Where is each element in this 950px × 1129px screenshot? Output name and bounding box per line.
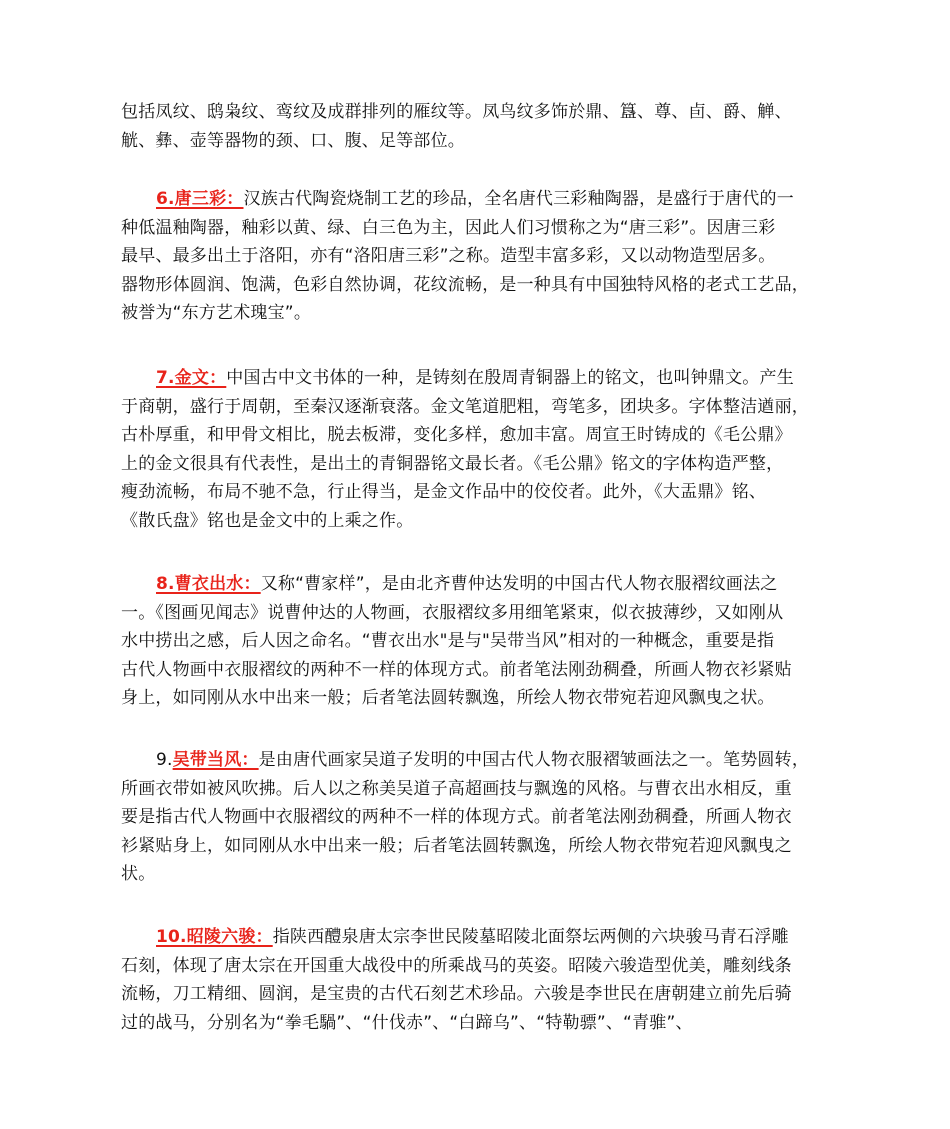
entry-text: 是由唐代画家吴道子发明的中国古代人物衣服褶皱画法之一。笔势圆转，: [258, 750, 810, 770]
text-line: 状。: [121, 864, 156, 884]
text-line: 一。《图画见闻志》说曹仲达的人物画，衣服褶纹多用细笔紧束，似衣披薄纱，又如刚从: [121, 602, 784, 623]
text-line: 《散氏盘》铭也是金文中的上乘之作。: [121, 510, 414, 531]
text-line: 觥、彝、壶等器物的颈、口、腹、足等部位。: [121, 130, 465, 151]
entry-tang-sancai: [121, 185, 841, 328]
entry-first-line: [121, 746, 841, 775]
text-line: 衫紧贴身上，如同刚从水中出来一般；后者笔法圆转飘逸，所绘人物衣带宛若迎风飘曳之: [121, 835, 792, 856]
entry-term: 8.曹衣出水：: [156, 574, 261, 594]
entry-text: 中国古中文书体的一种，是铸刻在殷周青铜器上的铭文，也叫钟鼎文。产生: [226, 368, 794, 388]
entry-caoyi-chushui: [121, 570, 841, 713]
entry-first-line: [121, 923, 841, 952]
text-line: 石刻，体现了唐太宗在开国重大战役中的所乘战马的英姿。昭陵六骏造型优美，雕刻线条: [121, 955, 792, 976]
entry-first-line: [121, 364, 841, 393]
text-line: 种低温釉陶器，釉彩以黄、绿、白三色为主，因此人们习惯称之为“唐三彩”。因唐三彩: [121, 217, 776, 238]
entry-first-line: [121, 185, 841, 214]
entry-term: 7.金文：: [156, 368, 227, 388]
text-line: 古朴厚重，和甲骨文相比，脱去板滞，变化多样，愈加丰富。周宣王时铸成的《毛公鼎》: [121, 425, 792, 445]
entry-zhaoling-liujun: [121, 923, 841, 1037]
text-line: 于商朝，盛行于周朝，至秦汉逐渐衰落。金文笔道肥粗，弯笔多，团块多。字体整洁遒丽，: [121, 396, 809, 417]
intro-paragraph: [121, 98, 841, 155]
text-line: 上的金文很具有代表性，是出土的青铜器铭文最长者。《毛公鼎》铭文的字体构造严整，: [121, 453, 784, 474]
text-line: 过的战马，分别名为“拳毛騧”、“什伐赤”、“白蹄乌”、“特勒骠”、“青骓”、: [121, 1012, 693, 1033]
text-line: 被誉为“东方艺术瑰宝”。: [121, 303, 312, 323]
text-line: 瘦劲流畅，布局不驰不急，行止得当，是金文作品中的佼佼者。此外，《大盂鼎》铭、: [121, 482, 767, 502]
entry-number: 9.: [156, 750, 173, 770]
entry-term: 10.昭陵六骏：: [156, 927, 273, 947]
entry-jinwen: [121, 364, 841, 535]
entry-text: 又称“曹家样”，是由北齐曹仲达发明的中国古代人物衣服褶纹画法之: [260, 574, 778, 594]
text-line: 器物形体圆润、饱满，色彩自然协调，花纹流畅，是一种具有中国独特风格的老式工艺品，: [121, 274, 809, 295]
text-line: 包括凤纹、鸱枭纹、鸾纹及成群排列的雁纹等。凤鸟纹多饰於鼎、簋、尊、卣、爵、觯、: [121, 102, 792, 122]
entry-text: 指陕西醴泉唐太宗李世民陵墓昭陵北面祭坛两侧的六块骏马青石浮雕: [272, 927, 789, 947]
entry-wudai-dangfeng: [121, 746, 841, 889]
text-line: 所画衣带如被风吹拂。后人以之称美吴道子高超画技与飘逸的风格。与曹衣出水相反，重: [121, 778, 792, 799]
text-line: 流畅，刀工精细、圆润，是宝贵的古代石刻艺术珍品。六骏是李世民在唐朝建立前先后骑: [121, 984, 792, 1004]
text-line: 水中捞出之感，后人因之命名。“曹衣出水"是与"吴带当风”相对的一种概念，重要是指: [121, 631, 775, 651]
entry-text: 汉族古代陶瓷烧制工艺的珍品，全名唐代三彩釉陶器，是盛行于唐代的一: [243, 189, 794, 209]
text-line: 古代人物画中衣服褶纹的两种不一样的体现方式。前者笔法刚劲稠叠，所画人物衣衫紧贴: [121, 659, 792, 680]
entry-term: 吴带当风：: [172, 750, 259, 770]
entry-first-line: [121, 570, 841, 599]
text-line: 最早、最多出土于洛阳，亦有“洛阳唐三彩”之称。造型丰富多彩，又以动物造型居多。: [121, 246, 776, 266]
text-line: 要是指古代人物画中衣服褶纹的两种不一样的体现方式。前者笔法刚劲稠叠，所画人物衣: [121, 807, 792, 827]
text-line: 身上，如同刚从水中出来一般；后者笔法圆转飘逸，所绘人物衣带宛若迎风飘曳之状。: [121, 688, 775, 708]
entry-term: 6.唐三彩：: [156, 189, 244, 209]
